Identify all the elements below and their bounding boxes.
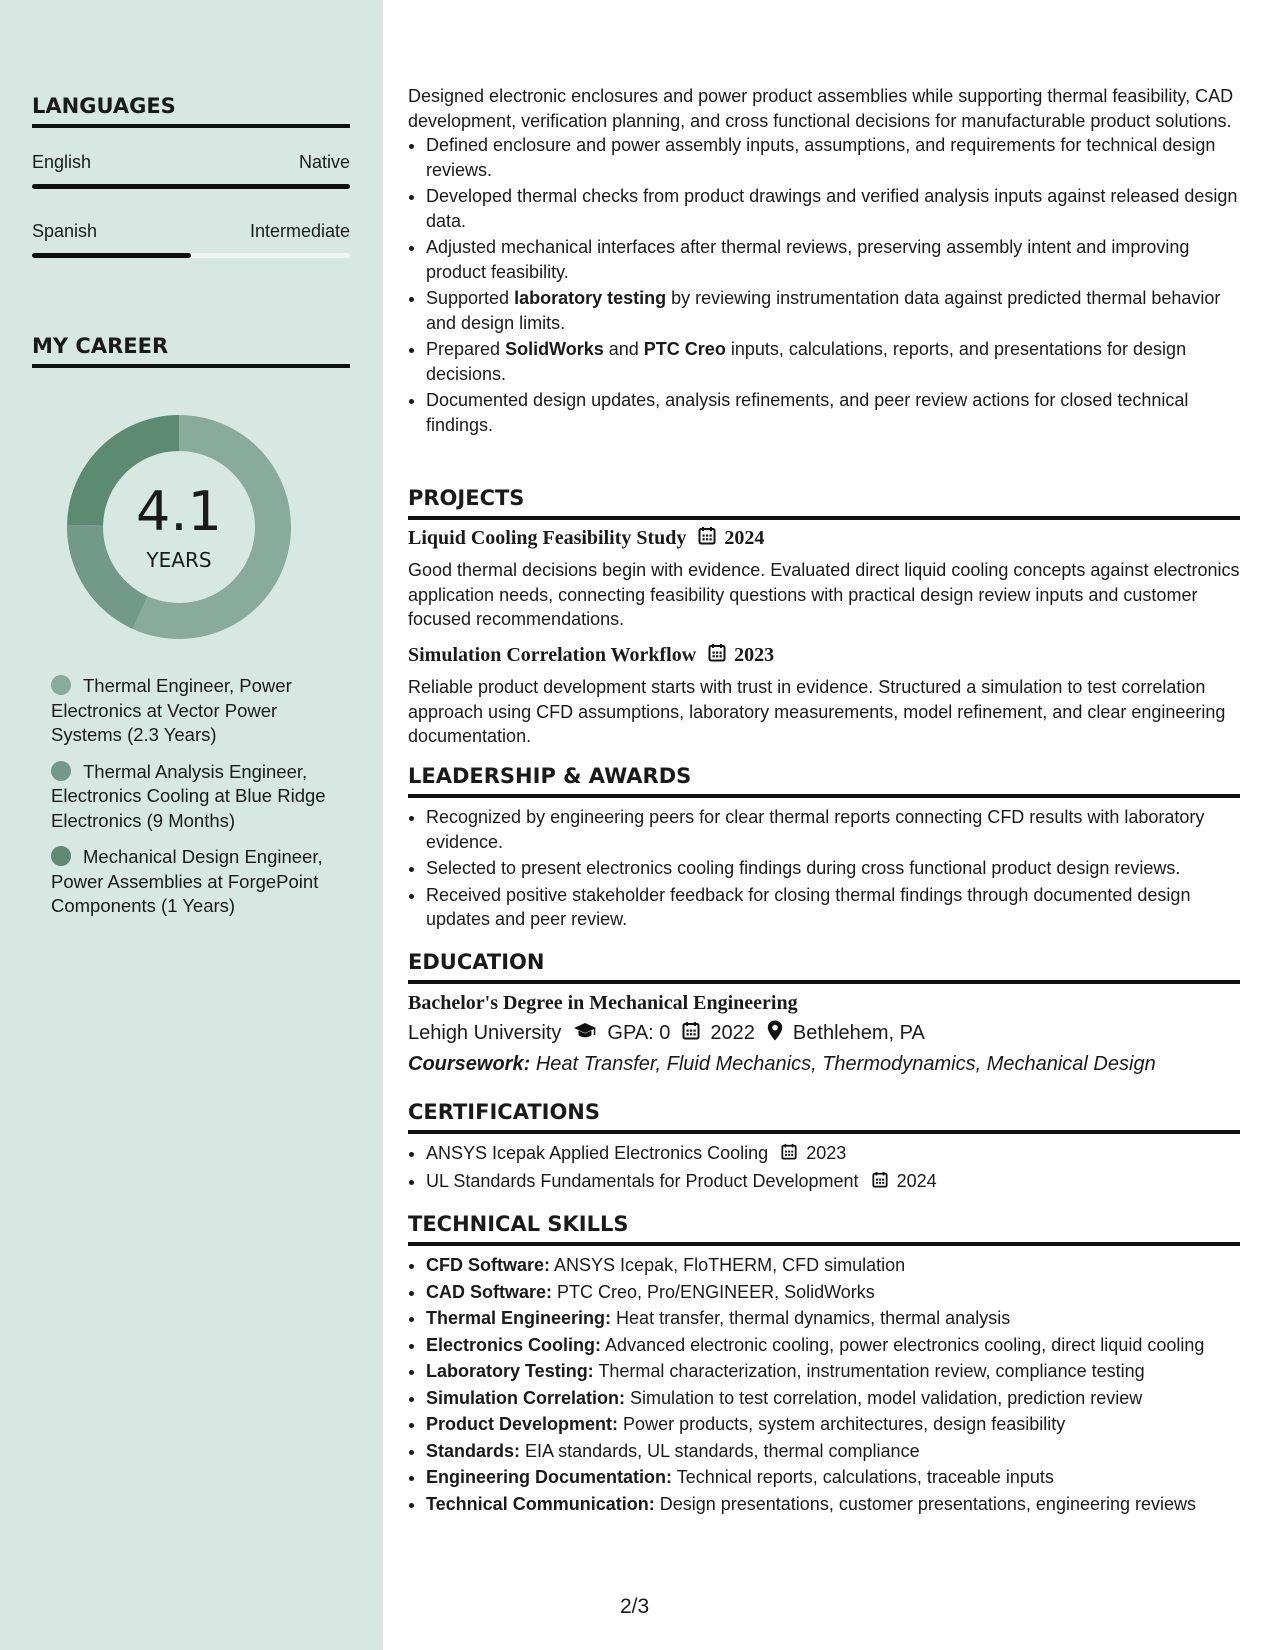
education-location: Bethlehem, PA bbox=[792, 1022, 925, 1044]
bullet-text: inputs, calculations, reports, and presentations for design decisions. bbox=[426, 339, 1187, 384]
skill-value: EIA standards, UL standards, thermal compliance bbox=[525, 1440, 920, 1461]
bullet-text: Supported bbox=[426, 288, 515, 308]
page-number: 2/3 bbox=[620, 1595, 650, 1618]
skill-value: Power products, system architectures, design feasibility bbox=[623, 1414, 1066, 1434]
language-bar-english bbox=[32, 184, 350, 189]
skill-label: Technical Communication: bbox=[426, 1493, 655, 1514]
education-coursework bbox=[408, 1053, 1240, 1076]
experience-entry bbox=[408, 84, 1240, 439]
skill-label: Standards: bbox=[426, 1440, 521, 1461]
skill-value: Design presentations, customer presentations, engineering reviews bbox=[659, 1493, 1197, 1514]
skill-value: Heat transfer, thermal dynamics, thermal analysis bbox=[616, 1308, 1011, 1328]
projects-heading: PROJECTS bbox=[408, 486, 1240, 520]
location-pin-icon bbox=[767, 1020, 783, 1047]
project-title-row bbox=[408, 526, 1240, 551]
certifications-heading: CERTIFICATIONS bbox=[408, 1100, 1240, 1134]
bullet-keyword: SolidWorks bbox=[505, 339, 604, 359]
experience-bullet bbox=[426, 184, 1240, 233]
experience-bullets bbox=[408, 133, 1240, 437]
calendar-icon bbox=[708, 643, 726, 668]
languages-heading: LANGUAGES bbox=[32, 94, 350, 128]
language-level: Intermediate bbox=[249, 221, 350, 241]
project-description: Good thermal decisions begin with evidence. Evaluated direct liquid cooling concepts against electronics application needs, connecting feasibility questions with practical design review inputs and customer focused recommendations. bbox=[408, 560, 1240, 629]
language-name: English bbox=[32, 152, 92, 172]
career-donut-chart bbox=[66, 414, 292, 640]
skill-value: ANSYS Icepak, FloTHERM, CFD simulation bbox=[554, 1255, 906, 1275]
career-list bbox=[51, 674, 351, 931]
skills-list bbox=[408, 1253, 1240, 1518]
education-gpa: GPA: 0 bbox=[607, 1022, 671, 1044]
leadership-list bbox=[408, 805, 1240, 934]
calendar-icon bbox=[872, 1170, 888, 1195]
certification-item bbox=[426, 1141, 1240, 1167]
leadership-item: • Received positive stakeholder feedback for closing thermal findings through documented design updates and peer review. bbox=[426, 883, 1240, 932]
main-content bbox=[408, 0, 1240, 1650]
project-title: Simulation Correlation Workflow bbox=[408, 644, 697, 666]
career-total-years: 4.1 bbox=[136, 480, 222, 543]
career-item bbox=[51, 845, 351, 919]
education-entry bbox=[408, 992, 1240, 1076]
skill-item bbox=[426, 1280, 1240, 1305]
skill-label: Simulation Correlation: bbox=[426, 1387, 626, 1408]
certification-year: 2024 bbox=[896, 1170, 937, 1191]
project-year: 2023 bbox=[734, 644, 775, 666]
skill-label: Electronics Cooling: bbox=[426, 1334, 602, 1355]
skill-item bbox=[426, 1386, 1240, 1411]
career-item-text: Mechanical Design Engineer, Power Assemblies at ForgePoint Components (1 Years) bbox=[51, 846, 323, 916]
certification-name: UL Standards Fundamentals for Product Development bbox=[426, 1170, 859, 1191]
language-row-spanish bbox=[32, 221, 350, 242]
skill-label: CAD Software: bbox=[426, 1281, 553, 1302]
skill-value: PTC Creo, Pro/ENGINEER, SolidWorks bbox=[557, 1281, 875, 1302]
project-title-row bbox=[408, 643, 1240, 668]
experience-bullet bbox=[426, 388, 1240, 437]
language-name: Spanish bbox=[32, 221, 98, 241]
education-heading: EDUCATION bbox=[408, 950, 1240, 984]
experience-bullet bbox=[426, 337, 1240, 386]
education-degree: Bachelor's Degree in Mechanical Engineering bbox=[408, 992, 798, 1014]
skill-label: Product Development: bbox=[426, 1414, 619, 1434]
leadership-item: • Selected to present electronics cooling findings during cross functional product design reviews. bbox=[426, 856, 1240, 881]
bullet-text: by reviewing instrumentation data against predicted thermal behavior and design limits. bbox=[426, 288, 1221, 333]
bullet-text: Developed thermal checks from product drawings and verified analysis inputs against released design data. bbox=[426, 186, 1238, 231]
certification-name: ANSYS Icepak Applied Electronics Cooling bbox=[426, 1143, 769, 1163]
skill-item bbox=[426, 1253, 1240, 1278]
career-legend-dot bbox=[51, 846, 71, 866]
skill-item bbox=[426, 1492, 1240, 1517]
bullet-text: Defined enclosure and power assembly inputs, assumptions, and requirements for technical design reviews. bbox=[426, 135, 1216, 180]
project-entry bbox=[408, 526, 1240, 632]
skill-label: Thermal Engineering: bbox=[426, 1308, 612, 1328]
skill-value: Advanced electronic cooling, power electronics cooling, direct liquid cooling bbox=[605, 1334, 1205, 1355]
skill-value: Thermal characterization, instrumentation review, compliance testing bbox=[598, 1361, 1145, 1381]
bullet-text: Adjusted mechanical interfaces after thermal reviews, preserving assembly intent and improving product feasibility. bbox=[426, 237, 1190, 282]
leadership-item: • Recognized by engineering peers for clear thermal reports connecting CFD results with laboratory evidence. bbox=[426, 805, 1240, 854]
career-years-label: YEARS bbox=[146, 548, 212, 572]
experience-bullet bbox=[426, 286, 1240, 335]
project-entry bbox=[408, 643, 1240, 749]
bullet-keyword: PTC Creo bbox=[643, 339, 726, 359]
certification-item bbox=[426, 1169, 1240, 1195]
skill-value: Technical reports, calculations, traceable inputs bbox=[676, 1467, 1054, 1487]
experience-summary: Designed electronic enclosures and power product assemblies while supporting thermal feasibility, CAD development, verification planning, and cross functional decisions for manufacturable product solutions. bbox=[408, 86, 1234, 131]
language-level: Native bbox=[298, 152, 350, 172]
language-bar-spanish bbox=[32, 253, 350, 258]
skills-heading: TECHNICAL SKILLS bbox=[408, 1212, 1240, 1246]
language-bar-fill bbox=[32, 184, 350, 189]
career-item-text: Thermal Analysis Engineer, Electronics Cooling at Blue Ridge Electronics (9 Months) bbox=[51, 760, 326, 831]
bullet-keyword: laboratory testing bbox=[514, 288, 667, 308]
bullet-text: and bbox=[603, 339, 644, 359]
skill-item bbox=[426, 1333, 1240, 1358]
project-title: Liquid Cooling Feasibility Study bbox=[408, 527, 687, 549]
skill-item bbox=[426, 1465, 1240, 1490]
project-year: 2024 bbox=[724, 527, 765, 549]
coursework-text: Heat Transfer, Fluid Mechanics, Thermodynamics, Mechanical Design bbox=[535, 1053, 1156, 1075]
career-legend-dot bbox=[51, 675, 71, 695]
calendar-icon bbox=[781, 1142, 797, 1167]
skill-item bbox=[426, 1439, 1240, 1464]
career-legend-dot bbox=[51, 761, 71, 781]
calendar-icon bbox=[682, 1021, 700, 1046]
skill-item bbox=[426, 1359, 1240, 1384]
bullet-text: Prepared bbox=[426, 339, 506, 359]
bullet-text: Documented design updates, analysis refinements, and peer review actions for closed technical findings. bbox=[426, 390, 1189, 435]
skill-label: Engineering Documentation: bbox=[426, 1467, 673, 1487]
sidebar bbox=[0, 0, 383, 1650]
experience-bullet bbox=[426, 235, 1240, 284]
education-details bbox=[408, 1020, 1240, 1047]
language-bar-fill bbox=[32, 253, 191, 258]
project-description: Reliable product development starts with trust in evidence. Structured a simulation to test correlation approach using CFD assumptions, laboratory measurements, model refinement, and clear engineering documentation. bbox=[408, 677, 1226, 746]
certifications-list bbox=[408, 1141, 1240, 1196]
education-year: 2022 bbox=[710, 1022, 755, 1044]
graduation-cap-icon bbox=[573, 1022, 597, 1046]
calendar-icon bbox=[698, 526, 716, 551]
leadership-heading: LEADERSHIP & AWARDS bbox=[408, 764, 1240, 798]
skill-item bbox=[426, 1412, 1240, 1437]
certification-year: 2023 bbox=[806, 1143, 847, 1163]
career-item bbox=[51, 760, 351, 834]
skill-value: Simulation to test correlation, model validation, prediction review bbox=[630, 1387, 1143, 1408]
career-heading: MY CAREER bbox=[32, 334, 350, 368]
skill-label: Laboratory Testing: bbox=[426, 1361, 594, 1381]
skill-label: CFD Software: bbox=[426, 1255, 551, 1275]
career-item-text: Thermal Engineer, Power Electronics at Vector Power Systems (2.3 Years) bbox=[51, 675, 292, 745]
coursework-label: Coursework: bbox=[408, 1053, 531, 1075]
language-row-english bbox=[32, 152, 350, 173]
education-school: Lehigh University bbox=[408, 1022, 562, 1044]
skill-item bbox=[426, 1306, 1240, 1331]
career-item bbox=[51, 674, 351, 748]
experience-bullet bbox=[426, 133, 1240, 182]
